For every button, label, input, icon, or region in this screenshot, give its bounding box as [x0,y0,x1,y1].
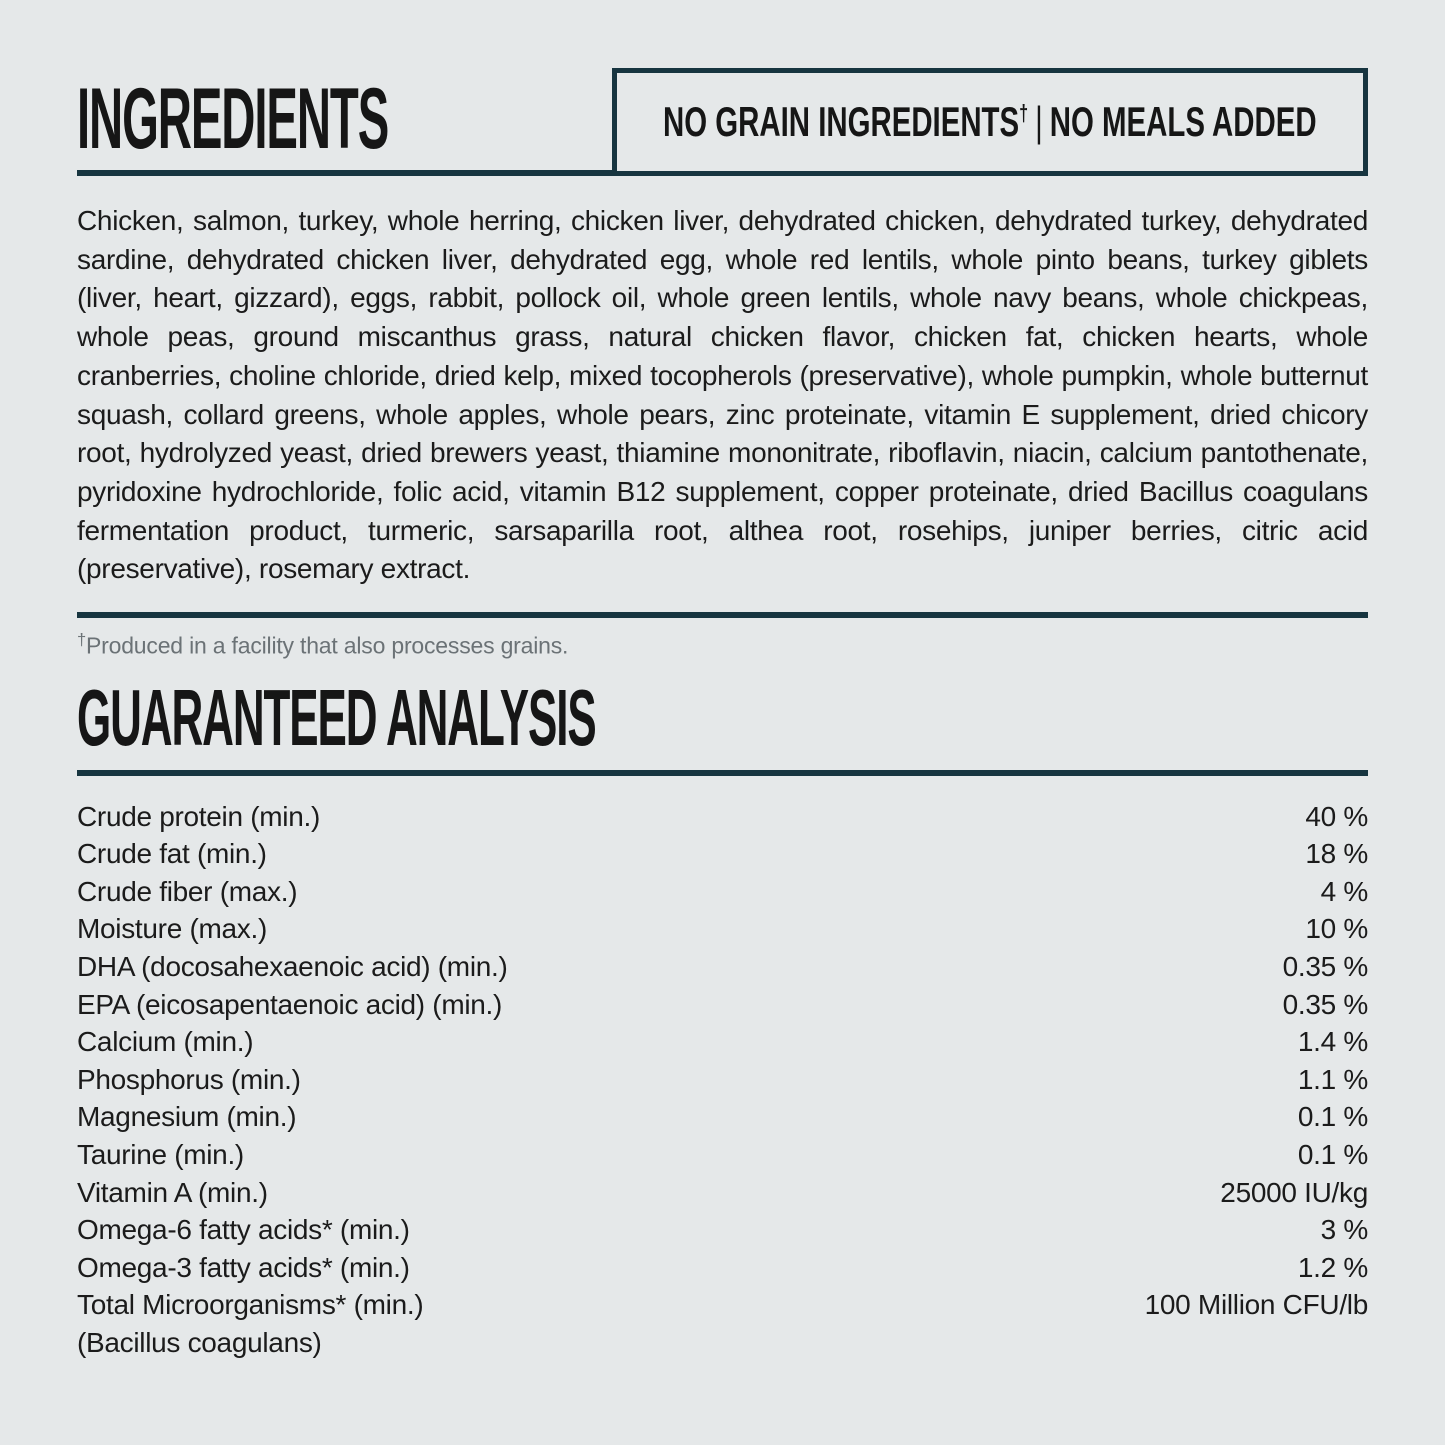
table-row [77,798,1368,836]
row-label: Omega-6 fatty acids* (min.) [77,1214,410,1246]
section-divider [77,612,1368,618]
table-row [77,1286,1368,1324]
row-label: Calcium (min.) [77,1026,254,1058]
badge-right-text: NO MEALS ADDED [1049,98,1317,145]
row-label: Total Microorganisms* (min.) [77,1289,424,1321]
row-value: 10 % [1305,913,1368,945]
row-label: Moisture (max.) [77,913,267,945]
row-label: Phosphorus (min.) [77,1063,301,1095]
badge-dagger: † [1019,100,1029,126]
row-label: Magnesium (min.) [77,1101,297,1133]
table-row [77,948,1368,986]
table-row [77,1211,1368,1249]
row-value: 40 % [1305,800,1368,832]
row-value: 0.35 % [1282,951,1368,983]
ingredients-title-text: INGREDIENTS [77,71,389,167]
footnote-dagger: † [77,630,87,650]
badge-left-text: NO GRAIN INGREDIENTS [663,98,1020,145]
row-value: 100 Million CFU/lb [1144,1289,1368,1321]
row-value: 0.1 % [1297,1139,1368,1171]
table-row [77,1249,1368,1287]
row-label: Taurine (min.) [77,1139,244,1171]
row-value: 18 % [1305,838,1368,870]
grain-facility-footnote [77,630,1368,660]
row-value: 1.4 % [1297,1026,1368,1058]
guaranteed-analysis-table [77,798,1368,1362]
guaranteed-analysis-title [77,672,1020,762]
footnote-text: Produced in a facility that also processes grains. [86,632,569,659]
ingredients-paragraph: Chicken, salmon, turkey, whole herring, chicken liver, dehydrated chicken, dehydrated turkey, dehydrated sardine, dehydrated chicken liver, dehydrated egg, whole red lentils, whole pinto beans, turkey giblets (liver, heart, gizzard), eggs, rabbit, pollock oil, whole green lentils, whole navy beans, whole chickpeas, whole peas, ground miscanthus grass, natural chicken flavor, chicken fat, chicken hearts, whole cranberries, choline chloride, dried kelp, mixed tocopherols (preservative), whole pumpkin, whole butternut squash, collard greens, whole apples, whole pears, zinc proteinate, vitamin E supplement, dried chicory root, hydrolyzed yeast, dried brewers yeast, thiamine mononitrate, riboflavin, niacin, calcium pantothenate, pyridoxine hydrochloride, folic acid, vitamin B12 supplement, copper proteinate, dried Bacillus coagulans fermentation product, turmeric, sarsaparilla root, althea root, rosehips, juniper berries, citric acid (preservative), rosemary extract. [77,205,1368,585]
table-row [77,1324,1368,1362]
table-row [77,873,1368,911]
row-value: 1.1 % [1297,1063,1368,1095]
table-row [77,1023,1368,1061]
table-row [77,986,1368,1024]
ingredients-title [77,71,643,167]
table-row [77,1098,1368,1136]
row-label: Crude protein (min.) [77,800,320,832]
no-grain-badge-text [663,98,1317,146]
badge-separator: | [1035,98,1043,145]
table-row [77,835,1368,873]
guaranteed-analysis-title-text: GUARANTEED ANALYSIS [77,672,596,762]
row-label: Vitamin A (min.) [77,1176,268,1208]
row-label: Crude fiber (max.) [77,875,298,907]
table-row [77,910,1368,948]
ingredients-header [77,0,1368,176]
row-label: DHA (docosahexaenoic acid) (min.) [77,951,508,983]
row-value: 4 % [1320,875,1368,907]
row-label: EPA (eicosapentaenoic acid) (min.) [77,988,503,1020]
row-label: Omega-3 fatty acids* (min.) [77,1251,410,1283]
row-value: 3 % [1320,1214,1368,1246]
row-value: 0.35 % [1282,988,1368,1020]
table-row [77,1061,1368,1099]
table-row [77,1174,1368,1212]
row-value: 1.2 % [1297,1251,1368,1283]
row-value: 25000 IU/kg [1220,1176,1368,1208]
row-label: Crude fat (min.) [77,838,267,870]
guaranteed-analysis-header [77,672,1368,776]
no-grain-badge [612,68,1368,176]
row-label: (Bacillus coagulans) [77,1327,322,1358]
table-row [77,1136,1368,1174]
row-value: 0.1 % [1297,1101,1368,1133]
